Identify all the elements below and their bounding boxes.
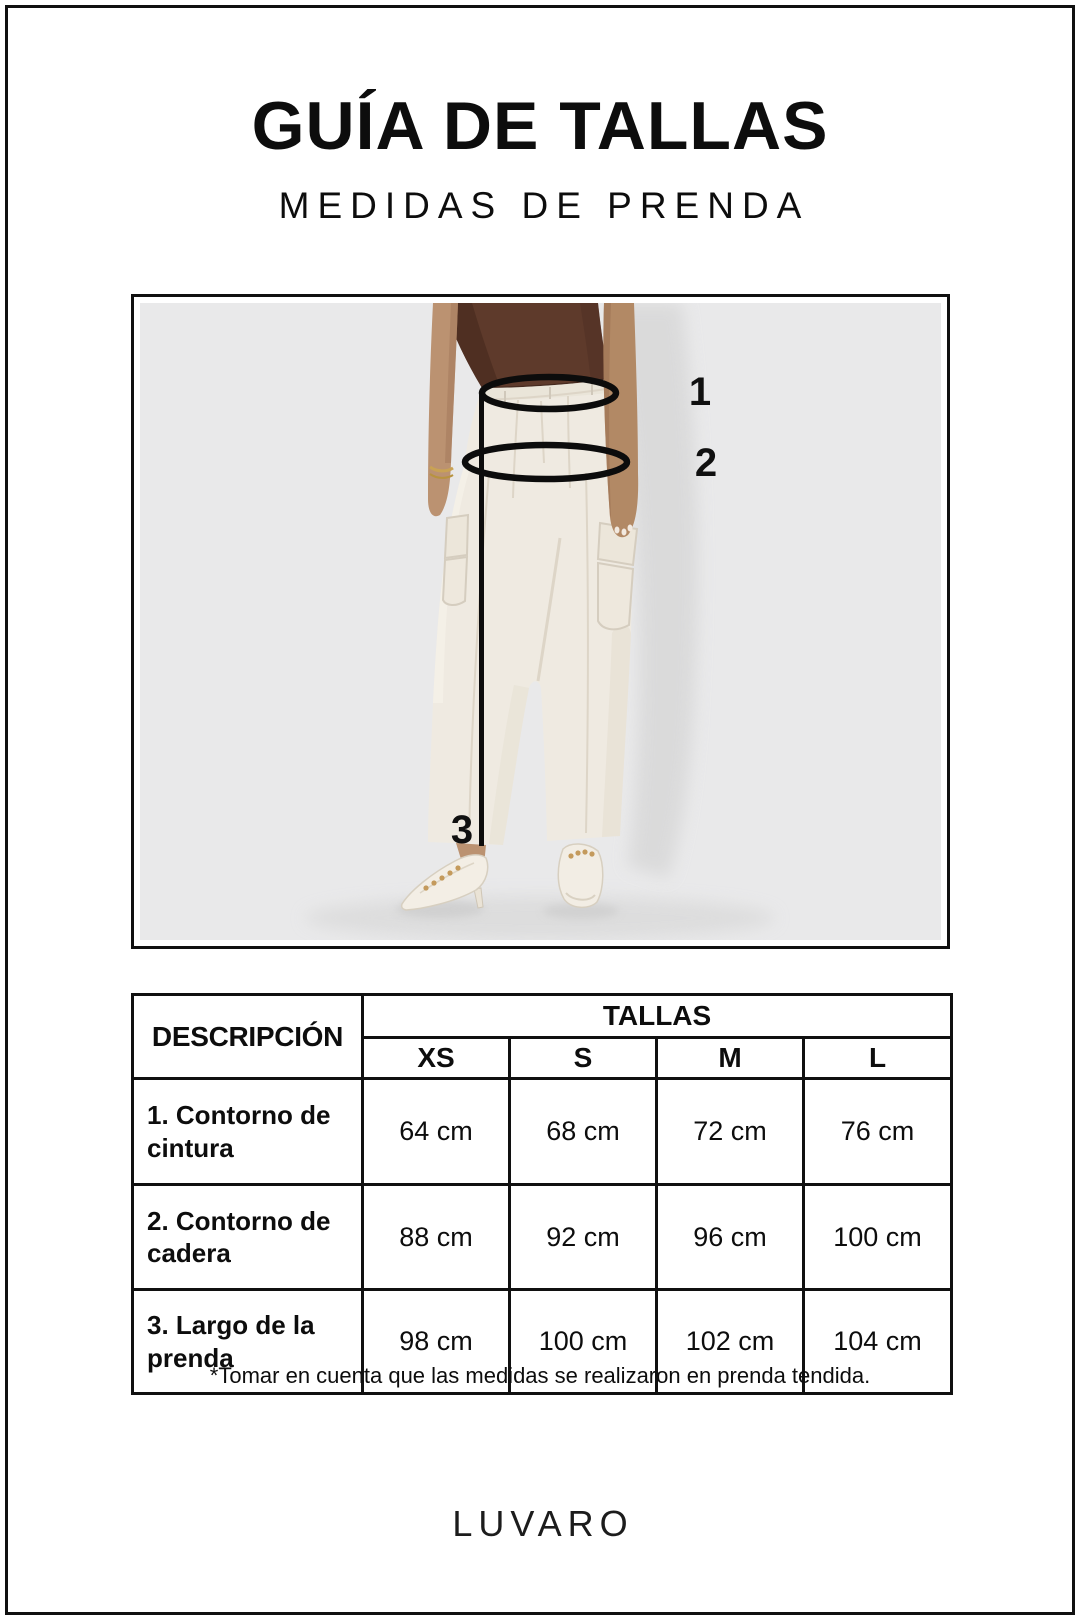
size-value: 104 cm <box>804 1290 952 1394</box>
measurement-footnote: *Tomar en cuenta que las medidas se realizaron en prenda tendida. <box>209 1363 871 1388</box>
row-label: 3. Largo de la prenda <box>133 1290 363 1394</box>
table-row-waist <box>133 1079 952 1185</box>
table-header-row-tallas <box>133 995 952 1038</box>
size-value: 68 cm <box>510 1079 657 1185</box>
size-value: 100 cm <box>510 1290 657 1394</box>
size-table <box>131 993 953 1395</box>
page-subtitle: MEDIDAS DE PRENDA <box>278 185 810 226</box>
size-value: 98 cm <box>363 1290 510 1394</box>
size-value: 88 cm <box>363 1185 510 1290</box>
row-label: 2. Contorno de cadera <box>133 1185 363 1290</box>
page-title: GUÍA DE TALLAS <box>251 88 829 164</box>
size-column-header-s: S <box>510 1038 657 1079</box>
size-value: 72 cm <box>657 1079 804 1185</box>
size-column-header-m: M <box>657 1038 804 1079</box>
right-heel-shoe <box>558 844 603 907</box>
size-value: 100 cm <box>804 1185 952 1290</box>
marker-1-label: 1 <box>688 370 712 414</box>
brand-logo: LUVARO <box>452 1503 634 1544</box>
table-header-descripcion: DESCRIPCIÓN <box>133 995 363 1079</box>
table-row-hip <box>133 1185 952 1290</box>
row-label: 1. Contorno de cintura <box>133 1079 363 1185</box>
size-value: 102 cm <box>657 1290 804 1394</box>
marker-2-label: 2 <box>694 441 718 485</box>
marker-3-label: 3 <box>450 808 474 852</box>
product-photo-frame <box>131 294 950 949</box>
table-header-tallas: TALLAS <box>363 995 952 1038</box>
size-value: 96 cm <box>657 1185 804 1290</box>
product-photo <box>140 303 941 940</box>
size-column-header-xs: XS <box>363 1038 510 1079</box>
size-value: 64 cm <box>363 1079 510 1185</box>
size-value: 92 cm <box>510 1185 657 1290</box>
size-column-header-l: L <box>804 1038 952 1079</box>
size-value: 76 cm <box>804 1079 952 1185</box>
